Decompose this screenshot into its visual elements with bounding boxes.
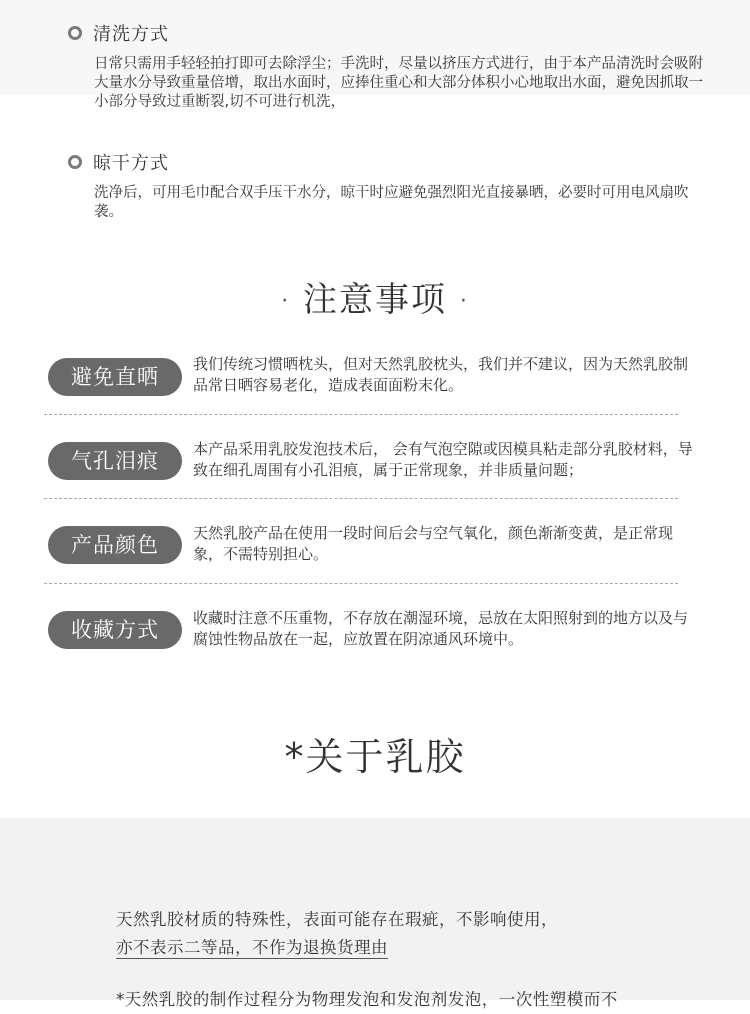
note-label-pill: 气孔泪痕 <box>48 442 182 480</box>
note-text: 本产品采用乳胶发泡技术后， 会有气泡空隙或因模具粘走部分乳胶材料，导致在细孔周围有小孔泪痕，属于正常现象，并非质量问题； <box>193 440 693 479</box>
care-drying-heading <box>68 149 169 175</box>
about-latex-panel <box>0 818 750 1009</box>
ring-bullet-icon <box>68 26 82 40</box>
notes-title-text: 注意事项 <box>303 280 447 320</box>
care-washing-text: 日常只需用手轻轻拍打即可去除浮尘；手洗时，尽量以挤压方式进行，由于本产品清洗时会吸附大量水分导致重量倍增，取出水面时，应捧住重心和大部分体积小心地取出水面，避免因抓取一小部分导致过重断裂,切不可进行机洗， <box>94 56 703 110</box>
dashed-divider <box>44 498 678 499</box>
note-label-pill: 产品颜色 <box>48 526 182 564</box>
care-drying-title: 晾干方式 <box>93 153 169 174</box>
panel-line-3: *天然乳胶的制作过程分为物理发泡和发泡剂发泡，一次性塑模而不 <box>116 990 618 1009</box>
note-text: 我们传统习惯晒枕头，但对天然乳胶枕头，我们并不建议，因为天然乳胶制品常日晒容易老化，造成表面面粉末化。 <box>193 355 689 394</box>
ring-bullet-icon <box>68 155 82 169</box>
care-washing-title: 清洗方式 <box>93 24 169 45</box>
panel-line-1: 天然乳胶材质的特殊性，表面可能存在瑕疵，不影响使用， <box>116 910 558 929</box>
care-drying-text: 洗净后，可用毛巾配合双手压干水分，晾干时应避免强烈阳光直接暴晒，必要时可用电风扇吹袭。 <box>94 185 689 220</box>
dashed-divider <box>44 414 678 415</box>
note-text: 收藏时注意不压重物，不存放在潮湿环境，忌放在太阳照射到的地方以及与腐蚀性物品放在一起，应放置在阴凉通风环境中。 <box>193 609 689 648</box>
panel-line-2 <box>116 934 716 962</box>
note-label-pill: 避免直晒 <box>48 358 182 396</box>
about-latex-title: *关于乳胶 <box>284 735 466 779</box>
panel-line-2-text: 亦不表示二等品，不作为退换货理由 <box>116 938 388 957</box>
note-text: 天然乳胶产品在使用一段时间后会与空气氧化，颜色渐渐变黄，是正常现象，不需特别担心。 <box>193 524 674 563</box>
title-dot-right: · <box>459 289 469 314</box>
notes-section-title <box>0 272 750 321</box>
dashed-divider <box>44 583 678 584</box>
care-washing-heading <box>68 20 169 46</box>
note-label-pill: 收藏方式 <box>48 611 182 649</box>
title-dot-left: · <box>281 289 291 314</box>
